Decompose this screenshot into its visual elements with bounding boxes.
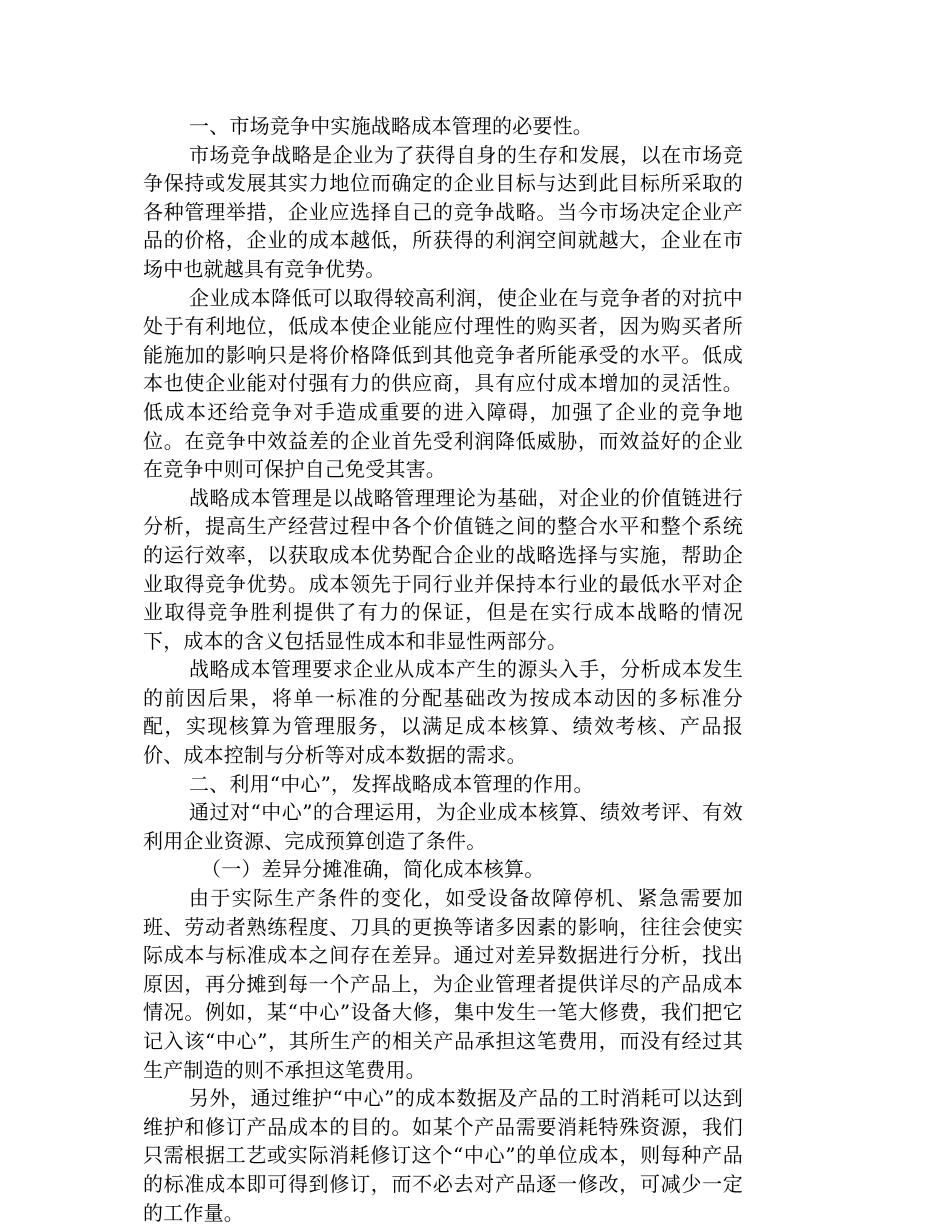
paragraph: 另外，通过维护“中心”的成本数据及产品的工时消耗可以达到维护和修订产品成本的目的。如某个产品需要消耗特殊资源，我们只需根据工艺或实际消耗修订这个“中心”的单位成本，则每种产品的标准成本即可得到修订，而不必去对产品逐一修改，可减少一定的工作量。	[143, 1086, 743, 1225]
subsection-heading: （一）差异分摊准确，简化成本核算。	[201, 857, 545, 882]
paragraph: 由于实际生产条件的变化，如受设备故障停机、紧急需要加班、劳动者熟练程度、刀具的更换等诸多因素的影响，往往会使实际成本与标准成本之间存在差异。通过对差异数据进行分析，找出原因，再分摊到每一个产品上，为企业管理者提供详尽的产品成本情况。例如，某“中心”设备大修，集中发生一笔大修费，我们把它记入该“中心”，其所生产的相关产品承担这笔费用，而没有经过其生产制造的则不承担这笔费用。	[143, 886, 743, 1082]
paragraph: 通过对“中心”的合理运用，为企业成本核算、绩效考评、有效利用企业资源、完成预算创造了条件。	[143, 800, 743, 853]
section-heading: 一、市场竞争中实施战略成本管理的必要性。	[189, 114, 593, 138]
paragraph: 战略成本管理要求企业从成本产生的源头入手，分析成本发生的前因后果，将单一标准的分配基础改为按成本动因的多标准分配，实现核算为管理服务，以满足成本核算、绩效考核、产品报价、成本控制与分析等对成本数据的需求。	[143, 657, 743, 768]
paragraph: 市场竞争战略是企业为了获得自身的生存和发展，以在市场竞争保持或发展其实力地位而确定的企业目标与达到此目标所采取的各种管理举措，企业应选择自己的竞争战略。当今市场决定企业产品的价格，企业的成本越低，所获得的利润空间就越大，企业在市场中也就越具有竞争优势。	[143, 142, 743, 281]
section-heading: 二、利用“中心”，发挥战略成本管理的作用。	[189, 771, 594, 796]
document-body	[143, 112, 743, 1227]
paragraph: 战略成本管理是以战略管理理论为基础，对企业的价值链进行分析，提高生产经营过程中各个价值链之间的整合水平和整个系统的运行效率，以获取成本优势配合企业的战略选择与实施，帮助企业取得竞争优势。成本领先于同行业并保持本行业的最低水平对企业取得竞争胜利提供了有力的保证，但是在实行成本战略的情况下，成本的含义包括显性成本和非显性两部分。	[143, 485, 743, 653]
paragraph: 企业成本降低可以取得较高利润，使企业在与竞争者的对抗中处于有利地位，低成本使企业能应付理性的购买者，因为购买者所能施加的影响只是将价格降低到其他竞争者所能承受的水平。低成本也使企业能对付强有力的供应商，具有应付成本增加的灵活性。低成本还给竞争对手造成重要的进入障碍，加强了企业的竞争地位。在竞争中效益差的企业首先受利润降低威胁，而效益好的企业在竞争中则可保护自己免受其害。	[143, 285, 743, 482]
